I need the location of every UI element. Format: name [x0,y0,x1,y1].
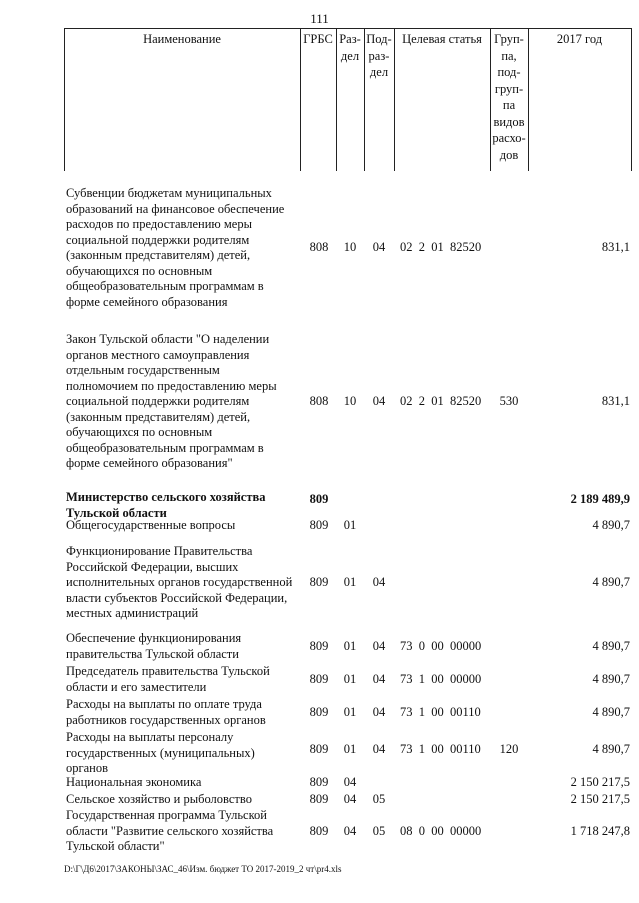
table-row [64,697,632,729]
row-amount: 831,1 [601,240,630,254]
name-line: Общегосударственные вопросы [66,518,236,532]
row-grbs: 809 [309,492,329,506]
row-name [66,332,300,472]
row-amount: 4 890,7 [592,705,630,719]
row-podrazdel: 04 [372,705,386,719]
name-line: форме семейного образования [66,294,228,309]
name-line: общеобразовательным программам в [66,440,264,455]
header-group-line: Груп- [494,32,524,46]
name-line: исполнительных органов государственной [66,575,293,589]
name-line: (законным представителям) детей, [66,248,251,262]
name-line: социальной поддержки родителям [66,394,250,408]
row-group: 530 [499,394,519,408]
row-razdel: 01 [343,742,357,756]
name-line: полномочием по предоставлению меры [66,378,277,393]
row-amount: 4 890,7 [592,742,630,756]
row-podrazdel: 05 [372,824,386,838]
header-group-line: па, [501,48,517,63]
table-row [64,664,632,696]
row-tsel: 73 1 00 00000 [400,672,482,686]
table-row [64,775,632,791]
row-name [66,490,300,521]
row-podrazdel: 04 [372,742,386,756]
header-year: 2017 год [556,32,603,46]
row-razdel: 10 [343,240,357,254]
name-line: Субвенции бюджетам муниципальных [66,186,272,200]
row-podrazdel: 04 [372,672,386,686]
header-top-border [64,28,632,29]
name-line: Функционирование Правительства [66,544,253,558]
row-razdel: 04 [343,792,357,806]
row-name [66,730,300,777]
table-row [64,808,632,856]
row-razdel: 04 [343,824,357,838]
name-line: Закон Тульской области "О наделении [66,332,270,346]
row-grbs: 809 [309,672,329,686]
row-amount: 2 189 489,9 [570,492,630,506]
row-amount: 4 890,7 [592,639,630,653]
row-grbs: 809 [309,575,329,589]
row-name [66,631,300,662]
header-razdel-line: Раз- [339,32,361,46]
header-tsel: Целевая статья [402,32,482,46]
name-line: Председатель правительства Тульской [66,664,270,678]
name-line: органов [66,761,109,775]
header-group-line: груп- [494,81,524,96]
name-line: Расходы на выплаты персоналу [66,730,234,744]
name-line: Национальная экономика [66,775,202,789]
row-grbs: 809 [309,639,329,653]
name-line: Тульской области" [66,839,165,853]
row-razdel: 10 [343,394,357,408]
name-line: расходов по предоставлению меры [66,217,252,231]
file-path-footer: D:\Г\Д6\2017\ЗАКОНЫ\ЗАС_46\Изм. бюджет ТО 2017-2019_2 чт\pr4.xls [64,864,342,874]
name-line: работников государственных органов [66,712,266,727]
header-group-line: видов [493,114,525,129]
name-line: области "Развитие сельского хозяйства [66,823,274,838]
row-grbs: 809 [309,824,329,838]
name-line: Расходы на выплаты по оплате труда [66,697,262,711]
name-line: (законным представителям) детей, [66,409,251,424]
table-header [64,28,632,171]
row-razdel: 01 [343,518,357,532]
header-razdel-line: дел [340,48,360,63]
name-line: Министерство сельского хозяйства [66,490,266,504]
row-tsel: 08 0 00 00000 [400,824,482,838]
header-podrazdel-line: Под- [366,32,392,46]
row-grbs: 809 [309,705,329,719]
row-name [66,697,300,728]
row-name [66,544,300,622]
row-name [66,792,300,808]
row-amount: 2 150 217,5 [570,775,630,789]
header-border-left [64,28,65,171]
table-row [64,792,632,808]
row-group: 120 [499,742,519,756]
row-grbs: 809 [309,792,329,806]
row-grbs: 809 [309,742,329,756]
row-grbs: 808 [309,394,329,408]
header-border-right [631,28,632,171]
name-line: правительства Тульской области [66,646,239,661]
name-line: государственных (муниципальных) [66,745,255,760]
row-name [66,808,300,855]
name-line: органов местного самоуправления [66,347,250,362]
row-razdel: 01 [343,639,357,653]
name-line: Государственная программа Тульской [66,808,267,822]
name-line: Тульской области [66,505,167,520]
row-podrazdel: 04 [372,394,386,408]
row-name [66,518,300,534]
row-razdel: 01 [343,575,357,589]
name-line: отдельным государственным [66,363,220,377]
header-group-line: под- [497,65,521,79]
header-border-tsel [394,28,395,171]
header-name: Наименование [143,32,221,46]
header-group [490,31,528,163]
row-podrazdel: 05 [372,792,386,806]
row-name [66,775,300,791]
row-tsel: 73 0 00 00000 [400,639,482,653]
row-grbs: 808 [309,240,329,254]
row-amount: 1 718 247,8 [570,824,630,838]
name-line: Обеспечение функционирования [66,631,242,645]
row-amount: 2 150 217,5 [570,792,630,806]
row-razdel: 01 [343,705,357,719]
row-grbs: 809 [309,775,329,789]
row-podrazdel: 04 [372,240,386,254]
row-tsel: 73 1 00 00110 [400,742,481,756]
row-razdel: 01 [343,672,357,686]
row-amount: 4 890,7 [592,575,630,589]
header-border-grbs [300,28,301,171]
header-razdel [336,31,364,64]
row-tsel: 73 1 00 00110 [400,705,481,719]
header-podrazdel [364,31,394,81]
name-line: обучающихся по основным [66,263,213,278]
row-podrazdel: 04 [372,639,386,653]
header-group-line: дов [499,147,519,162]
name-line: социальной поддержки родителям [66,232,250,247]
name-line: образований на финансовое обеспечение [66,201,285,216]
name-line: области и его заместители [66,679,207,694]
header-group-line: па [502,98,516,112]
name-line: Сельское хозяйство и рыболовство [66,792,252,806]
table-row [64,730,632,778]
table-row [64,186,632,314]
table-row [64,544,632,624]
page-number: 111 [310,11,329,26]
name-line: местных администраций [66,606,199,620]
name-line: Российской Федерации, высших [66,559,239,574]
row-name [66,186,300,310]
name-line: общеобразовательным программам в [66,279,264,293]
row-podrazdel: 04 [372,575,386,589]
row-amount: 831,1 [601,394,630,408]
row-amount: 4 890,7 [592,672,630,686]
name-line: форме семейного образования" [66,456,233,470]
header-podrazdel-line: дел [369,65,389,79]
row-grbs: 809 [309,518,329,532]
header-group-line: расхо- [492,131,526,145]
row-tsel: 02 2 01 82520 [400,240,482,254]
name-line: власти субъектов Российской Федерации, [66,590,288,605]
row-name [66,664,300,695]
table-row [64,518,632,534]
name-line: обучающихся по основным [66,425,213,439]
table-row [64,332,632,474]
row-tsel: 02 2 01 82520 [400,394,482,408]
header-border-year [528,28,529,171]
header-podrazdel-line: раз- [368,48,390,63]
row-amount: 4 890,7 [592,518,630,532]
table-row [64,631,632,663]
header-grbs: ГРБС [303,32,333,46]
row-razdel: 04 [343,775,357,789]
